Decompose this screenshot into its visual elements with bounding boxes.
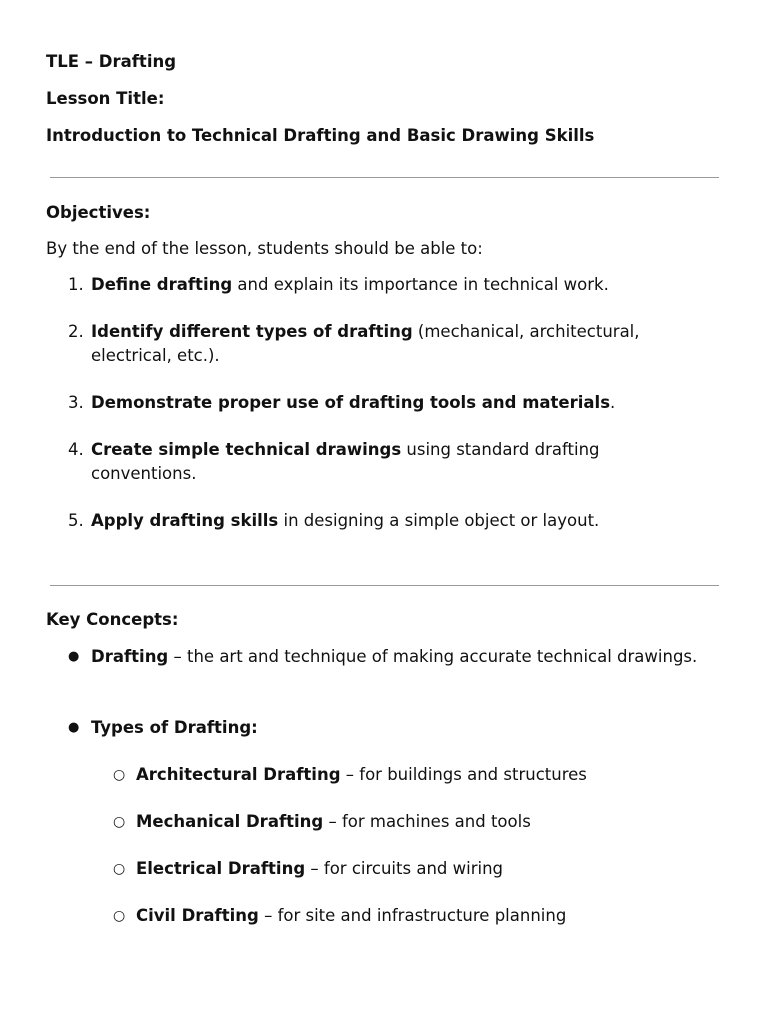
objective-number: 5. — [68, 511, 84, 530]
bullet-icon: ● — [68, 720, 80, 735]
hollow-bullet-icon: ○ — [113, 767, 126, 783]
bullet-icon: ● — [68, 649, 80, 664]
objective-number: 4. — [68, 440, 84, 459]
objective-text: . — [610, 393, 616, 412]
objective-item-4 — [68, 438, 708, 486]
drafting-type-architectural — [113, 763, 713, 787]
concept-item-1 — [68, 645, 708, 669]
drafting-type-mechanical — [113, 810, 713, 834]
objective-item-5 — [68, 509, 708, 533]
drafting-type-key: Architectural Drafting — [136, 765, 341, 784]
objective-text: (mechanical, architectural, electrical, etc.). — [91, 322, 640, 365]
hollow-bullet-icon: ○ — [113, 814, 126, 830]
objective-text: in designing a simple object or layout. — [278, 511, 600, 530]
drafting-type-key: Electrical Drafting — [136, 859, 306, 878]
concept-item-2 — [68, 716, 708, 740]
drafting-type-text: – for site and infrastructure planning — [258, 906, 567, 925]
hollow-bullet-icon: ○ — [113, 861, 126, 877]
drafting-type-text: – for buildings and structures — [340, 765, 587, 784]
concept-key: Drafting — [91, 647, 169, 666]
objective-item-3 — [68, 391, 708, 415]
divider-top — [50, 177, 719, 178]
lesson-title-label: Lesson Title: — [46, 89, 165, 108]
concept-text: – the art and technique of making accurate technical drawings. — [168, 647, 698, 666]
concept-key: Types of Drafting: — [91, 718, 258, 737]
key-concepts-heading: Key Concepts: — [46, 610, 179, 629]
objective-key: Demonstrate proper use of drafting tools and materials — [91, 393, 611, 412]
drafting-type-electrical — [113, 857, 713, 881]
objective-item-2 — [68, 320, 708, 368]
objectives-intro: By the end of the lesson, students should be able to: — [46, 239, 483, 258]
drafting-type-civil — [113, 904, 713, 928]
drafting-type-key: Mechanical Drafting — [136, 812, 324, 831]
subject-heading: TLE – Drafting — [46, 52, 177, 71]
lesson-title: Introduction to Technical Drafting and Basic Drawing Skills — [46, 126, 595, 145]
objective-number: 3. — [68, 393, 84, 412]
objective-key: Apply drafting skills — [91, 511, 279, 530]
objective-key: Define drafting — [91, 275, 233, 294]
objective-key: Identify different types of drafting — [91, 322, 413, 341]
objective-number: 2. — [68, 322, 84, 341]
objective-key: Create simple technical drawings — [91, 440, 402, 459]
drafting-type-text: – for machines and tools — [323, 812, 531, 831]
objective-text: using standard drafting conventions. — [91, 440, 600, 483]
drafting-type-text: – for circuits and wiring — [305, 859, 503, 878]
objectives-heading: Objectives: — [46, 203, 151, 222]
objective-item-1 — [68, 273, 708, 297]
divider-middle — [50, 585, 719, 586]
objective-number: 1. — [68, 275, 84, 294]
objective-text: and explain its importance in technical work. — [232, 275, 609, 294]
drafting-type-key: Civil Drafting — [136, 906, 259, 925]
hollow-bullet-icon: ○ — [113, 908, 126, 924]
